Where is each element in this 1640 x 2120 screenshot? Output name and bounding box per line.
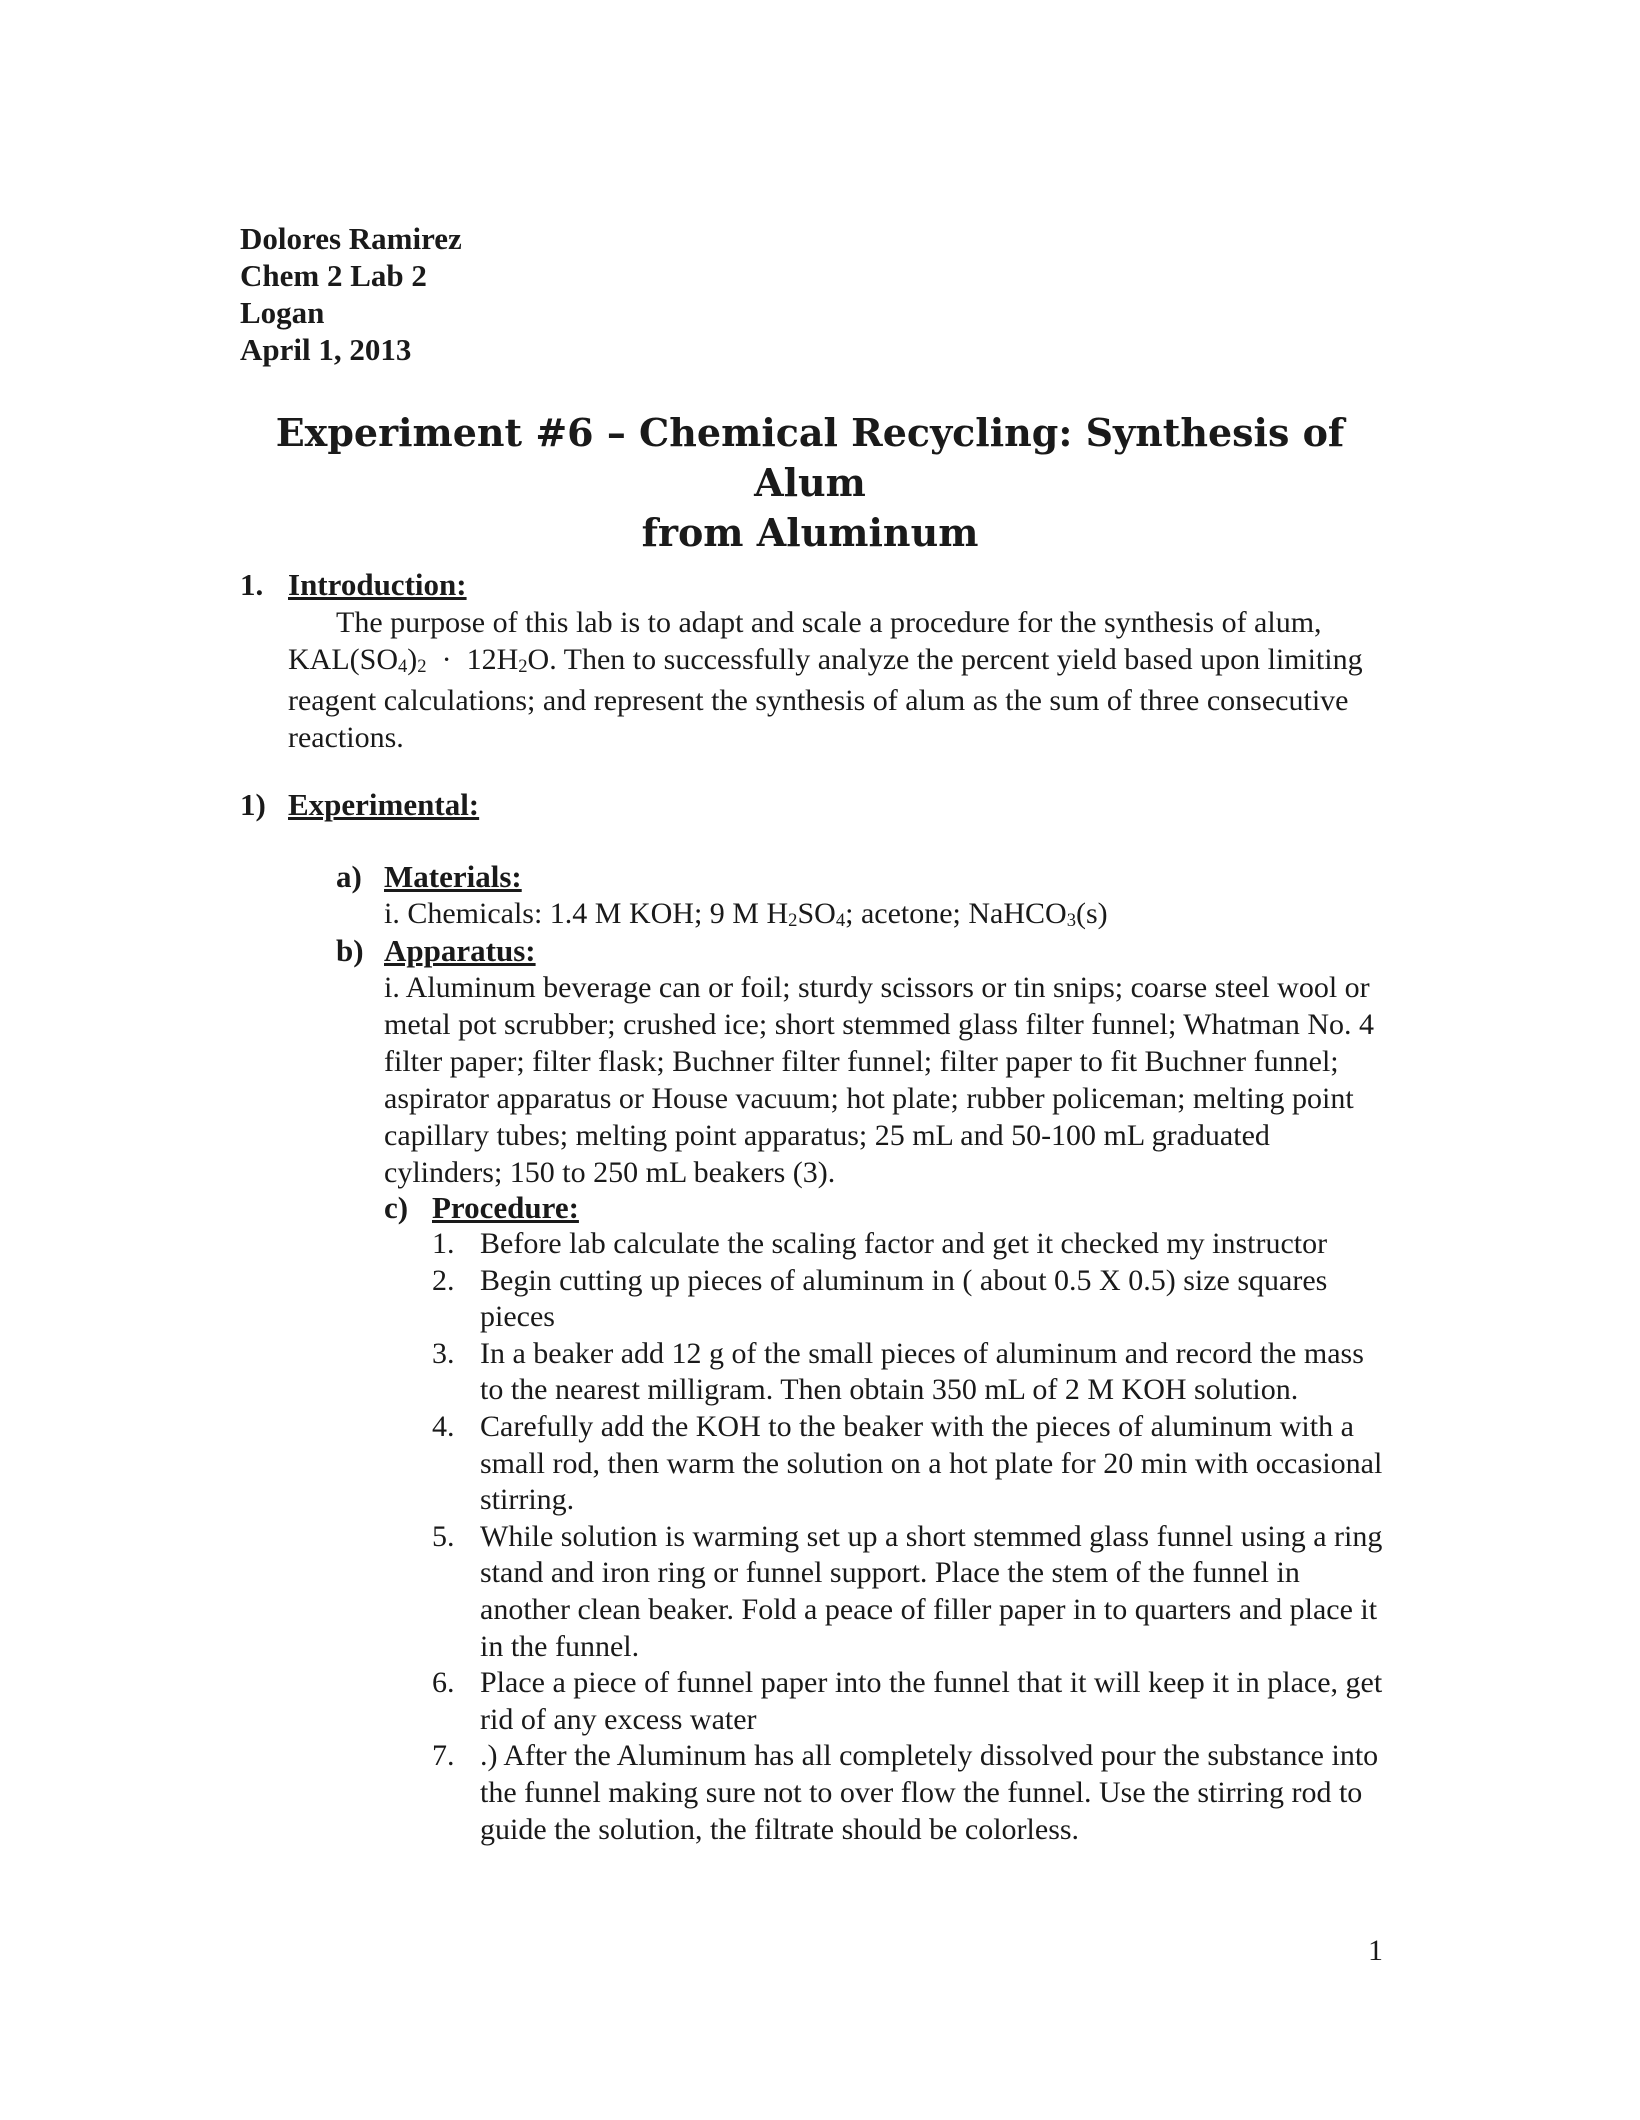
- materials-heading: [336, 858, 522, 895]
- materials-text: i. Chemicals: 1.4 M KOH; 9 M $H_2SO_4$; acetone; NaHCO$_3$(s): [384, 897, 1108, 931]
- title-line-1: Experiment #6 – Chemical Recycling: Synthesis of Alum: [275, 410, 1345, 505]
- experimental-heading: [240, 786, 479, 823]
- apparatus-heading: [336, 932, 536, 969]
- author-header: [240, 220, 462, 368]
- course-name: Chem 2 Lab 2: [240, 258, 427, 293]
- procedure-step: 3. In a beaker add 12 g of the small pieces of aluminum and record the mass to the nearest milligram. Then obtain 350 mL of 2 M KOH solution.: [432, 1336, 1364, 1407]
- title-line-2: from Aluminum: [641, 510, 979, 555]
- apparatus-text: i. Aluminum beverage can or foil; sturdy scissors or tin snips; coarse steel wool or metal pot scrubber; crushed ice; short stemmed glass filter funnel; Whatman No. 4 filter paper; filter flask; Buchner filter funnel; filter paper to fit Buchner funnel; aspirator apparatus or House vacuum; hot plate; rubber policeman; melting point capillary tubes; melting point apparatus; 25 mL and 50-100 mL graduated cylinders; 150 to 250 mL beakers (3).: [384, 971, 1375, 1189]
- experimental-label: Experimental:: [288, 787, 480, 822]
- procedure-label: Procedure:: [432, 1190, 579, 1225]
- procedure-step: 5. While solution is warming set up a short stemmed glass funnel using a ring stand and iron ring or funnel support. Place the stem of the funnel in another clean beaker. Fold a peace of filler paper in to quarters and place it in the funnel.: [432, 1519, 1383, 1663]
- procedure-steps: [432, 1226, 1392, 1848]
- procedure-heading: [384, 1189, 579, 1226]
- document-title: [230, 408, 1390, 558]
- introduction-label: Introduction:: [288, 567, 467, 602]
- apparatus-label: Apparatus:: [384, 933, 536, 968]
- instructor-name: Logan: [240, 295, 325, 330]
- procedure-number: c): [384, 1190, 409, 1225]
- procedure-step: 2. Begin cutting up pieces of aluminum in ( about 0.5 X 0.5) size squares pieces: [432, 1263, 1328, 1334]
- procedure-step: 4. Carefully add the KOH to the beaker with the pieces of aluminum with a small rod, then warm the solution on a hot plate for 20 min with occasional stirring.: [432, 1409, 1383, 1517]
- author-name: Dolores Ramirez: [240, 221, 462, 256]
- procedure-step: 6. Place a piece of funnel paper into the funnel that it will keep it in place, get rid of any excess water: [432, 1666, 1383, 1736]
- page-number: 1: [1368, 1934, 1383, 1967]
- experimental-number: 1): [240, 787, 266, 822]
- introduction-number: 1.: [240, 567, 264, 602]
- materials-number: a): [336, 859, 362, 894]
- report-date: April 1, 2013: [240, 332, 412, 367]
- procedure-step: 7. .) After the Aluminum has all completely dissolved pour the substance into the funnel making sure not to over flow the funnel. Use the stirring rod to guide the solution, the filtrate should be colorless.: [432, 1739, 1379, 1846]
- introduction-heading: [240, 566, 467, 603]
- introduction-paragraph: The purpose of this lab is to adapt and scale a procedure for the synthesis of alum, $KAL(SO_4)_2 \cdot 12H_2O$. Then to successfully analyze the percent yield based upon limiting reagent calculations; and represent the synthesis of alum as the sum of three consecutive reactions.: [288, 606, 1363, 754]
- apparatus-number: b): [336, 933, 364, 968]
- materials-label: Materials:: [384, 859, 522, 894]
- procedure-step: 1. Before lab calculate the scaling factor and get it checked my instructor: [432, 1227, 1328, 1260]
